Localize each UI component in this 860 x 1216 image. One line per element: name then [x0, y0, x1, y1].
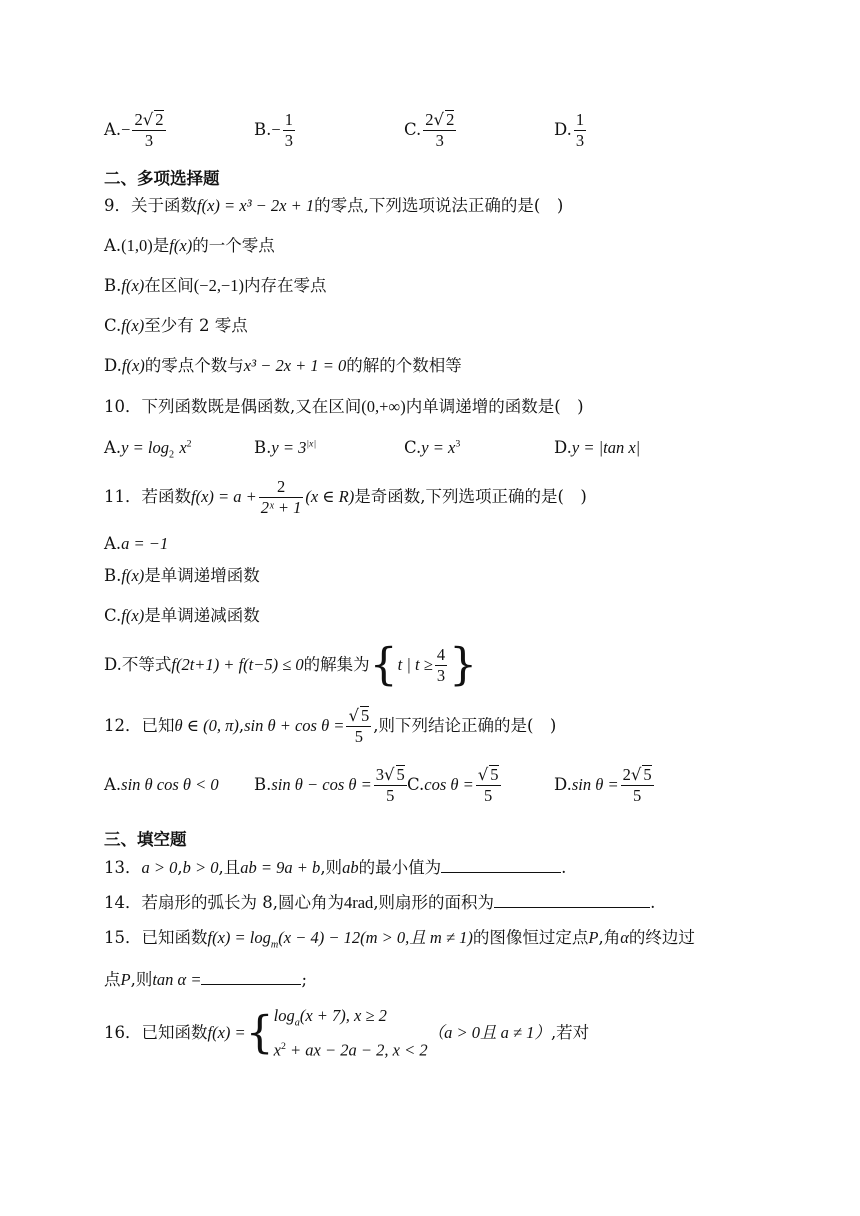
text: 的零点个数与: [144, 356, 244, 375]
math: (x − 4) − 12: [278, 928, 361, 947]
denominator: 2ˣ + 1: [260, 498, 302, 517]
fraction: $\frac{√ 5}{5}$: [348, 706, 370, 746]
math: P: [120, 970, 131, 989]
option-label: D.不等式: [104, 655, 172, 674]
fraction: $\frac{√ 5}{5}$: [477, 765, 499, 805]
option-label: D.: [554, 438, 572, 457]
math: a > 0: [141, 858, 178, 877]
radicand: 2: [155, 110, 164, 129]
text: 16．已知函数: [104, 1022, 208, 1042]
section-heading-multiple-choice: 二、多项选择题: [104, 169, 220, 188]
piecewise-cases: [274, 1004, 428, 1063]
math: f(x): [121, 356, 145, 375]
numerator: 1: [284, 110, 293, 129]
math: y = |tan x|: [571, 438, 641, 457]
fraction: $\frac{2√ 5}{5}$: [622, 765, 652, 805]
math: P: [588, 928, 599, 947]
stem-text: 内单调递增的函数是( ): [405, 397, 584, 416]
exponent: 2: [280, 1041, 286, 1053]
q12-stem: [104, 703, 556, 749]
option-label: B.: [254, 120, 272, 139]
text: ,角: [598, 928, 621, 947]
fraction: $\frac{2√ 2}{3}$: [425, 110, 455, 150]
math: f(2t+1) + f(t−5) ≤ 0: [171, 655, 304, 674]
q9-option-c: [104, 314, 248, 338]
denominator: 3: [423, 130, 456, 151]
q8-option-a: [104, 110, 168, 151]
q11-option-d: [104, 639, 478, 691]
log-base: m: [270, 939, 279, 951]
q8-option-b: [254, 110, 297, 151]
text: 是单调递减函数: [144, 606, 260, 625]
option-label: D.: [554, 120, 572, 139]
option-label: C.: [404, 120, 422, 139]
denominator: 3: [284, 131, 293, 150]
math: f(x): [121, 566, 145, 585]
math: + ax − 2a − 2, x < 2: [285, 1040, 428, 1060]
option-label: B.: [104, 276, 122, 295]
left-brace-icon: {: [369, 639, 398, 691]
coef: 3: [375, 765, 384, 784]
text: ,且: [218, 858, 241, 877]
math: x³ − 2x + 1 = 0: [243, 356, 347, 375]
stem-text: ,则下列结论正确的是( ): [373, 716, 557, 735]
math: sin θ + cos θ =: [244, 716, 345, 735]
option-label: D.: [104, 356, 122, 375]
text: 在区间: [144, 276, 194, 295]
option-label: B.: [254, 775, 272, 794]
math: x: [179, 438, 187, 457]
option-label: A.: [104, 775, 122, 794]
math: 4rad: [343, 893, 374, 912]
option-label: C.: [407, 775, 425, 794]
math: tan α =: [152, 970, 202, 989]
math: ab = 9a + b: [240, 858, 321, 877]
fraction: $\frac{3√ 5}{5}$: [375, 765, 405, 805]
denominator: 5: [346, 726, 371, 747]
radicand: 5: [396, 765, 405, 784]
q15-line1: [104, 926, 695, 957]
stem-text: 的零点,下列选项说法正确的是( ): [314, 196, 564, 215]
q9-option-d: [104, 354, 462, 378]
text: 是: [152, 236, 170, 255]
math: （a > 0且 a ≠ 1）: [427, 1022, 551, 1042]
option-label: C.: [404, 438, 422, 457]
text: 14．若扇形的弧长为 8,圆心角为: [104, 893, 344, 912]
exponent: |x|: [306, 438, 317, 450]
numerator: 4: [436, 645, 446, 664]
exponent: 3: [455, 438, 461, 450]
math: f(x): [121, 276, 145, 295]
q10-option-b: [254, 438, 316, 458]
text: ,则: [130, 970, 153, 989]
math: f(x): [169, 236, 193, 255]
q10-option-c: [404, 438, 460, 458]
text: 点: [104, 970, 121, 989]
coef: 2: [134, 110, 143, 129]
stem-text: 10．下列函数既是偶函数,又在区间: [104, 397, 362, 416]
option-label: C.: [104, 606, 122, 625]
answer-blank[interactable]: [441, 854, 561, 873]
denominator: 5: [621, 785, 654, 806]
text: .: [650, 893, 656, 912]
option-label: B.: [254, 438, 272, 457]
text: ,: [177, 858, 183, 877]
math: t | t ≥: [397, 655, 433, 674]
q11-option-c: [104, 604, 260, 628]
interval: (0,+∞): [361, 397, 406, 416]
q10-option-d: [554, 438, 640, 458]
denominator: 5: [476, 785, 501, 806]
q11-stem: [104, 474, 587, 520]
coef: 2: [425, 110, 434, 129]
math: sin θ cos θ < 0: [121, 775, 219, 794]
text: 的终边过: [628, 928, 695, 947]
text: ,则: [320, 858, 343, 877]
text: 的最小值为: [358, 858, 442, 877]
text: ,则扇形的面积为: [373, 893, 495, 912]
math: sin θ =: [571, 775, 619, 794]
math: (x + 7), x ≥ 2: [299, 1006, 387, 1025]
q13: [104, 854, 566, 880]
right-brace-icon: }: [449, 639, 478, 691]
q11-option-b: [104, 564, 260, 588]
q9-stem: [104, 194, 563, 218]
q9-option-b: [104, 274, 327, 298]
coef: 2: [622, 765, 631, 784]
option-label: D.: [554, 775, 572, 794]
math: y = log: [121, 438, 169, 457]
q16: [104, 1004, 589, 1063]
fraction: [435, 645, 447, 686]
function-expression: f(x) = x³ − 2x + 1: [197, 196, 315, 215]
section-heading-fill-in: 三、填空题: [104, 830, 187, 849]
numerator: 1: [575, 110, 585, 129]
fraction: $\frac{2√ 2}{3}$: [134, 110, 164, 150]
math: f(x) =: [207, 1022, 246, 1042]
math: a = −1: [121, 534, 169, 553]
math: ab: [342, 858, 359, 877]
text: ;: [301, 970, 308, 989]
math: f(x): [121, 606, 145, 625]
text: ,若对: [550, 1022, 590, 1042]
text: 15．已知函数: [104, 928, 208, 947]
fraction: [259, 477, 304, 518]
q14: [104, 889, 655, 915]
q10-stem: [104, 395, 584, 419]
text: 的一个零点: [192, 236, 275, 255]
sign: −: [121, 120, 131, 139]
text: 内存在零点: [244, 276, 327, 295]
math: log: [273, 1006, 295, 1025]
option-label: B.: [104, 566, 122, 585]
math: (1,0): [121, 236, 153, 255]
math: f(x) = a +: [191, 487, 257, 506]
log-base: a: [294, 1017, 300, 1029]
q10-option-a: [104, 438, 192, 460]
numerator: 2: [276, 477, 286, 496]
math: y = 3: [271, 438, 307, 457]
q11-option-a: [104, 532, 168, 556]
denominator: 5: [374, 785, 407, 806]
text: 的解的个数相等: [346, 356, 462, 375]
math: cos θ =: [424, 775, 474, 794]
denominator: 3: [575, 131, 585, 150]
stem-text: 是奇函数,下列选项正确的是( ): [354, 487, 587, 506]
text: 的图像恒过定点: [472, 928, 589, 947]
math: (−2,−1): [193, 276, 245, 295]
radicand: 2: [446, 110, 455, 129]
q9-option-a: [104, 234, 275, 258]
stem-text: 9．关于函数: [104, 196, 197, 215]
text: 是单调递增函数: [144, 566, 260, 585]
sign: −: [271, 120, 281, 139]
math: y = x: [421, 438, 456, 457]
math: f(x) = log: [207, 928, 271, 947]
math: α: [620, 928, 629, 947]
q12-option-d: [554, 765, 656, 806]
exponent: 2: [186, 438, 192, 450]
case-2: [274, 1035, 428, 1063]
domain: (x ∈ R): [305, 487, 355, 506]
stem-text: 12．已知: [104, 716, 175, 735]
q12-option-b: [254, 765, 409, 806]
log-base: 2: [168, 449, 175, 461]
denominator: 3: [132, 130, 165, 151]
math: θ ∈ (0, π): [174, 716, 239, 735]
denominator: 3: [436, 666, 446, 685]
answer-blank[interactable]: [494, 889, 650, 908]
math: f(x): [121, 316, 145, 335]
q12-option-c: [407, 765, 503, 806]
option-label: A.: [104, 438, 122, 457]
option-label: A.: [104, 534, 122, 553]
text: 的解集为: [303, 655, 370, 674]
q15-line2: [104, 966, 307, 992]
stem-text: 11．若函数: [104, 487, 191, 506]
question-number: 13．: [104, 858, 142, 877]
fraction: [574, 110, 586, 151]
option-label: C.: [104, 316, 122, 335]
q8-option-c: [404, 110, 458, 151]
q8-option-d: [554, 110, 588, 151]
text: ,: [238, 716, 245, 735]
answer-blank[interactable]: [201, 966, 301, 985]
text: 至少有 2 零点: [144, 316, 248, 335]
math: b > 0: [182, 858, 219, 877]
radicand: 5: [360, 706, 370, 725]
radicand: 5: [643, 765, 652, 784]
text: .: [561, 858, 567, 877]
math: sin θ − cos θ =: [271, 775, 372, 794]
math: (m > 0,且 m ≠ 1): [360, 928, 473, 947]
math: x: [273, 1040, 281, 1060]
q12-option-a: [104, 775, 219, 795]
radicand: 5: [490, 765, 499, 784]
option-label: A.: [104, 120, 122, 139]
case-1: [274, 1004, 428, 1035]
left-brace-icon: {: [245, 1007, 274, 1059]
option-label: A.: [104, 236, 122, 255]
fraction: [283, 110, 295, 151]
